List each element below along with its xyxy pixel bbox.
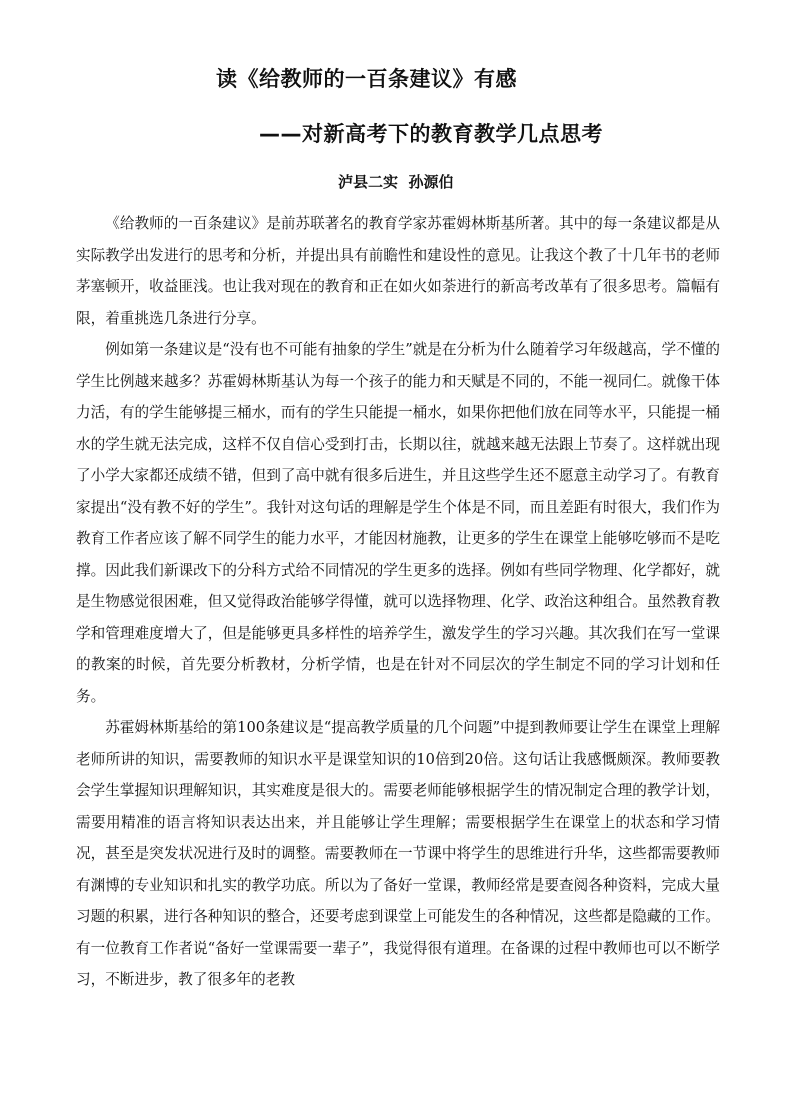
paragraph-1: 《给教师的一百条建议》是前苏联著名的教育学家苏霍姆林斯基所著。其中的每一条建议都是从实际教学出发进行的思考和分析，并提出具有前瞻性和建设性的意见。让我这个教了十几年书的老师茅塞顿开，收益匪浅。也让我对现在的教育和正在如火如荼进行的新高考改革有了很多思考。篇幅有限，着重挑选几条进行分享。 bbox=[76, 215, 720, 327]
paragraph-2: 例如第一条建议是“没有也不可能有抽象的学生”就是在分析为什么随着学习年级越高，学不懂的学生比例越来越多？苏霍姆林斯基认为每一个孩子的能力和天赋是不同的，不能一视同仁。就像干体力活，有的学生能够提三桶水，而有的学生只能提一桶水，如果你把他们放在同等水平，只能提一桶水的学生就无法完成，这样不仅自信心受到打击，长期以往，就越来越无法跟上节奏了。这样就出现了小学大家都还成绩不错，但到了高中就有很多后进生，并且这些学生还不愿意主动学习了。有教育家提出“没有教不好的学生”。我针对这句话的理解是学生个体是不同，而且差距有时很大，我们作为教育工作者应该了解不同学生的能力水平，才能因材施教，让更多的学生在课堂上能够吃够而不是吃撑。因此我们新课改下的分科方式给不同情况的学生更多的选择。例如有些同学物理、化学都好，就是生物感觉很困难，但又觉得政治能够学得懂，就可以选择物理、化学、政治这种组合。虽然教育教学和管理难度增大了，但是能够更具多样性的培养学生，激发学生的学习兴趣。其次我们在写一堂课的教案的时候，首先要分析教材，分析学情，也是在针对不同层次的学生制定不同的学习计划和任务。 bbox=[76, 341, 720, 705]
document-body bbox=[76, 208, 720, 996]
document-subtitle: ——对新高考下的教育教学几点思考 bbox=[259, 122, 603, 146]
paragraph-3: 苏霍姆林斯基给的第100条建议是“提高教学质量的几个问题”中提到教师要让学生在课堂上理解老师所讲的知识，需要教师的知识水平是课堂知识的10倍到20倍。这句话让我感慨颇深。教师要教会学生掌握知识理解知识，其实难度是很大的。需要老师能够根据学生的情况制定合理的教学计划，需要用精准的语言将知识表达出来，并且能够让学生理解；需要根据学生在课堂上的状态和学习情况，甚至是突发状况进行及时的调整。需要教师在一节课中将学生的思维进行升华，这些都需要教师有渊博的专业知识和扎实的教学功底。所以为了备好一堂课，教师经常是要查阅各种资料，完成大量习题的积累，进行各种知识的整合，还要考虑到课堂上可能发生的各种情况，这些都是隐藏的工作。有一位教育工作者说“备好一堂课需要一辈子”，我觉得很有道理。在备课的过程中教师也可以不断学习，不断进步，教了很多年的老教 bbox=[76, 719, 720, 988]
document-author: 泸县二实 孙源伯 bbox=[338, 173, 454, 191]
document-title: 读《给教师的一百条建议》有感 bbox=[216, 67, 517, 91]
